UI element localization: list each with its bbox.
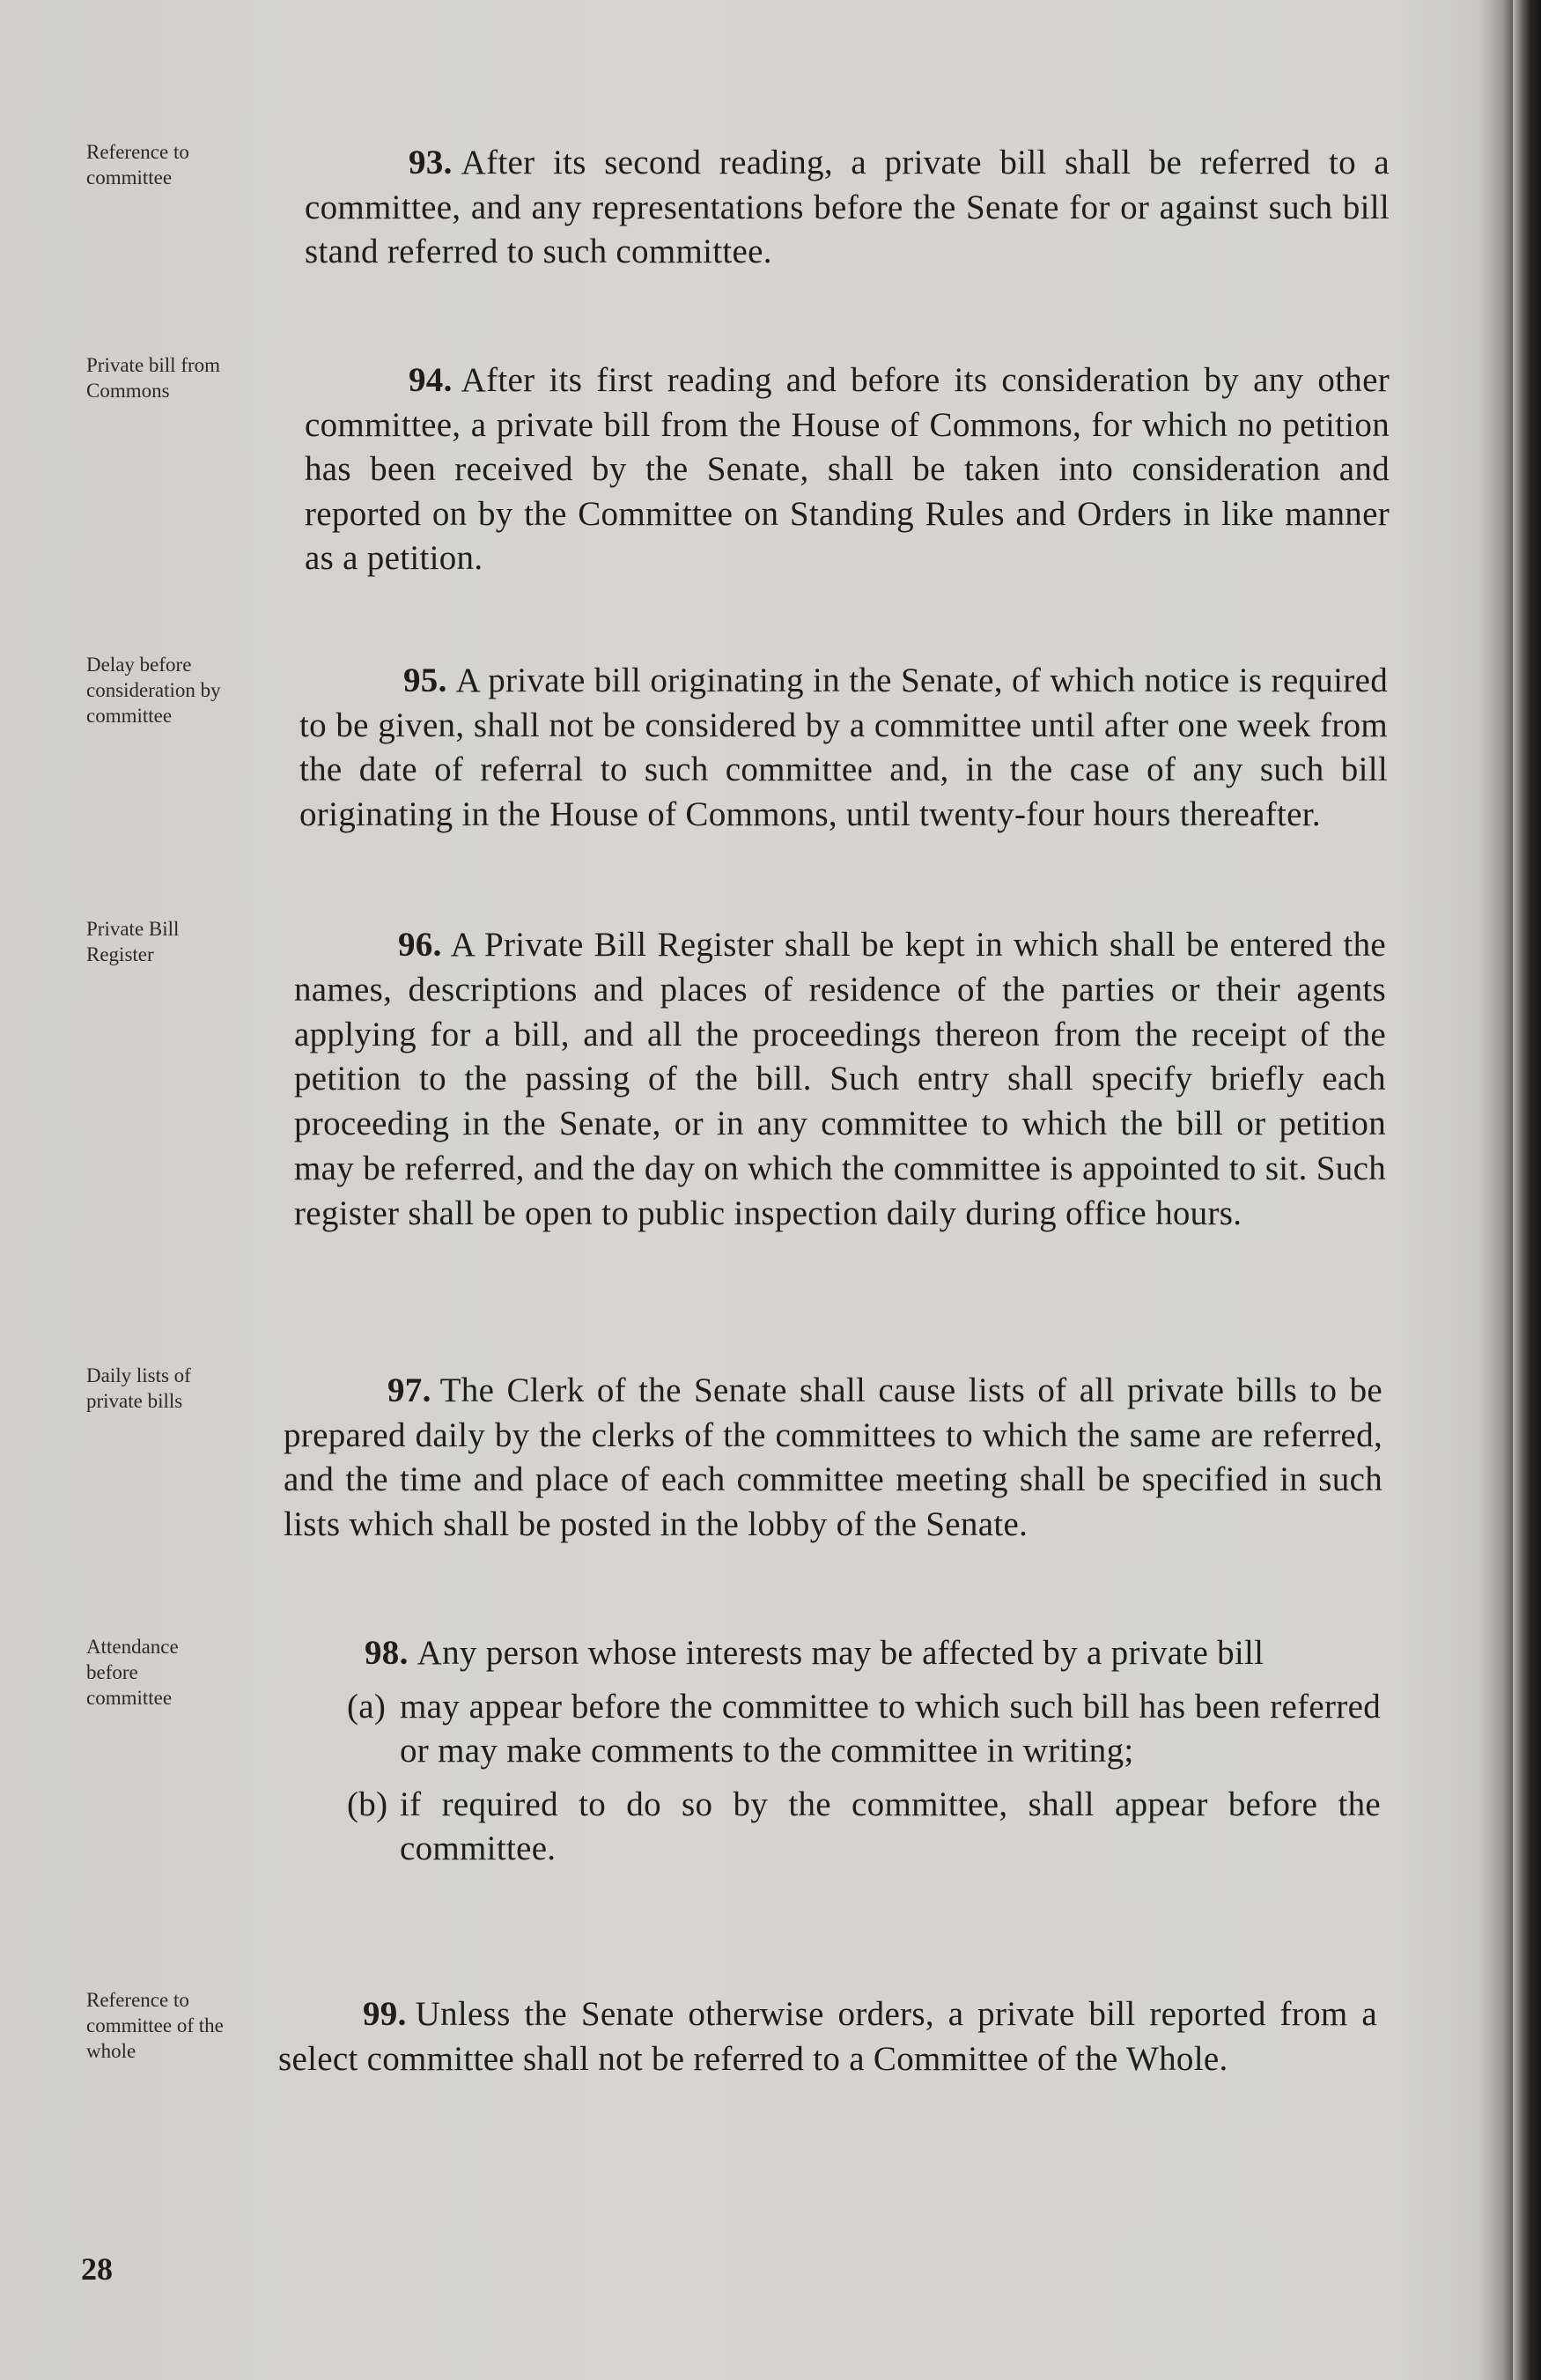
section-number: 98. xyxy=(365,1634,409,1672)
section-text: A Private Bill Register shall be kept in which shall be entered the names, descriptions and places of residence of the parties or their agents applying for a bill, and all the proceedings thereon from the receipt of the petition to the passing of the bill. Such entry shall specify briefly each proceeding in the Senate, or in any committee to which the bill or petition may be referred, and the day on which the committee is appointed to sit. Such register shall be open to public inspection daily during office hours. xyxy=(294,926,1386,1232)
item-label: (a) xyxy=(347,1687,387,1726)
margin-note-delay-before-consideration: Delay before consideration by committee xyxy=(86,654,221,727)
section-text: The Clerk of the Senate shall cause lists of all private bills to be prepared daily by the clerks of the committees to which the same are referred, and the time and place of each committee meeting shall be specified in such lists which shall be posted in the lobby of the Senate. xyxy=(284,1371,1382,1543)
margin-note-reference-to-committee: Reference to committee xyxy=(86,141,189,188)
section-97 xyxy=(284,1369,1382,1547)
section-text: Any person whose interests may be affected by a private bill xyxy=(417,1634,1265,1672)
section-number: 97. xyxy=(387,1371,431,1409)
section-text: After its second reading, a private bill shall be referred to a committee, and any representations before the Senate for or against such bill stand referred to such committee. xyxy=(305,144,1390,270)
page-binding-shadow xyxy=(1513,0,1541,2380)
margin-note-private-bill-from-commons: Private bill from Commons xyxy=(86,354,221,402)
section-94 xyxy=(305,358,1390,581)
section-number: 96. xyxy=(398,926,442,964)
margin-note-attendance-before-committee: Attendance before committee xyxy=(86,1636,179,1709)
item-text: may appear before the committee to which such bill has been referred or may make comments to the committee in writing; xyxy=(400,1687,1381,1770)
margin-note-private-bill-register: Private Bill Register xyxy=(86,918,180,965)
section-number: 93. xyxy=(409,144,453,181)
section-text: Unless the Senate otherwise orders, a private bill reported from a select committee shall not be referred to a Committee of the Whole. xyxy=(278,1995,1377,2078)
section-93 xyxy=(305,141,1390,275)
section-number: 99. xyxy=(363,1995,407,2033)
section-text: A private bill originating in the Senate, of which notice is required to be given, shall not be considered by a committee until after one week from the date of referral to such committee and, in the case of any such bill originating in the House of Commons, until twenty-four hours thereafter. xyxy=(299,662,1388,833)
margin-note-daily-lists: Daily lists of private bills xyxy=(86,1364,191,1412)
section-95 xyxy=(299,659,1388,837)
list-item-b xyxy=(347,1783,1381,1872)
list-item-a xyxy=(347,1685,1381,1774)
item-text: if required to do so by the committee, shall appear before the committee. xyxy=(400,1785,1381,1867)
section-number: 94. xyxy=(409,361,453,399)
section-96 xyxy=(294,923,1386,1237)
section-98 xyxy=(284,1631,1381,1872)
page-number: 28 xyxy=(81,2251,113,2287)
section-99 xyxy=(278,1992,1377,2081)
item-label: (b) xyxy=(347,1785,388,1823)
section-text: After its first reading and before its consideration by any other committee, a private bill from the House of Commons, for which no petition has been received by the Senate, shall be taken into consideration and reported on by the Committee on Standing Rules and Orders in like manner as a petition. xyxy=(305,361,1390,577)
margin-note-reference-to-committee-of-whole: Reference to committee of the whole xyxy=(86,1989,224,2062)
section-number: 95. xyxy=(403,662,447,699)
